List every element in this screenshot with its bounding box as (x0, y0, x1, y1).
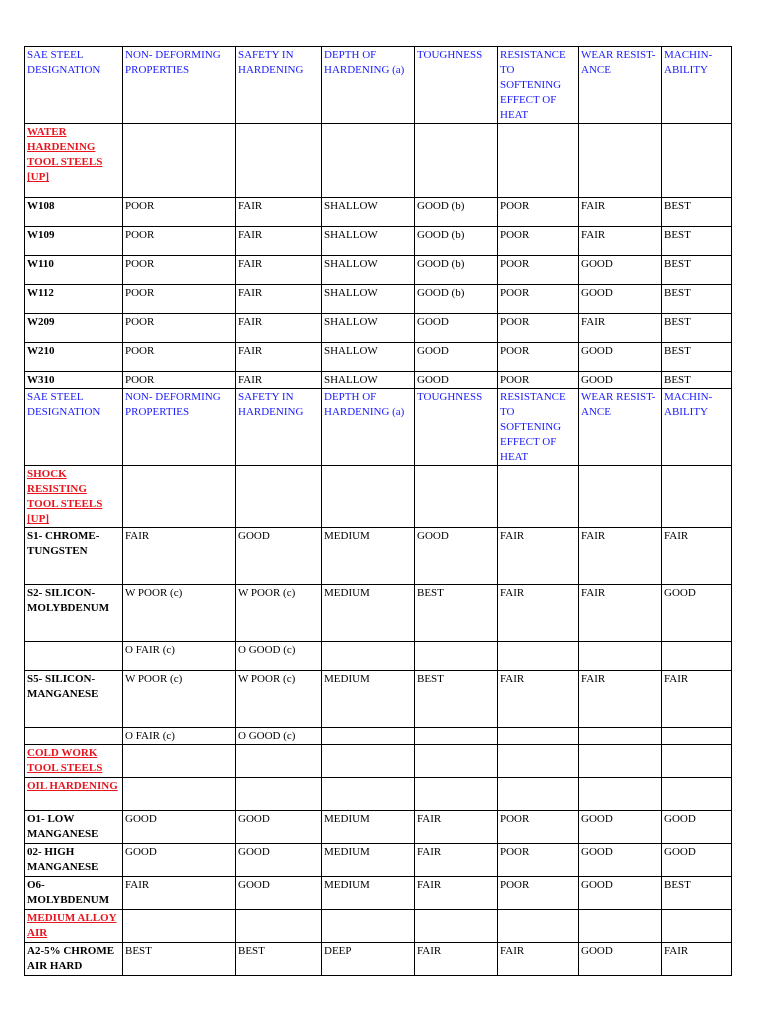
cell-depth-of-hardening: MEDIUM (322, 585, 415, 642)
cell-toughness: FAIR (415, 844, 498, 877)
header-safety-in-hardening: SAFETY IN HARDENING (236, 389, 322, 466)
cell-safety-in-hardening: FAIR (236, 343, 322, 372)
cell-depth-of-hardening: SHALLOW (322, 285, 415, 314)
header-resistance-to-softening: RESISTANCE TO SOFTENING EFFECT OF HEAT (498, 389, 579, 466)
cell-resistance-to-softening (498, 642, 579, 671)
cell-designation: W112 (25, 285, 123, 314)
cell-machinability: GOOD (662, 811, 732, 844)
empty-cell (579, 466, 662, 528)
empty-cell (123, 910, 236, 943)
empty-cell (498, 910, 579, 943)
cell-non-deforming: POOR (123, 372, 236, 389)
empty-cell (322, 745, 415, 778)
cell-machinability: BEST (662, 343, 732, 372)
cell-non-deforming: GOOD (123, 844, 236, 877)
table-row-o6 (25, 877, 732, 910)
cell-toughness: GOOD (415, 372, 498, 389)
empty-cell (415, 745, 498, 778)
cell-non-deforming: O FAIR (c) (123, 728, 236, 745)
cell-toughness (415, 728, 498, 745)
empty-cell (322, 910, 415, 943)
table-row-w108 (25, 198, 732, 227)
cell-wear-resistance: GOOD (579, 877, 662, 910)
cell-designation (25, 728, 123, 745)
cell-depth-of-hardening (322, 728, 415, 745)
cell-designation: W110 (25, 256, 123, 285)
empty-cell (498, 778, 579, 811)
header-depth-of-hardening: DEPTH OF HARDENING (a) (322, 389, 415, 466)
cell-toughness: FAIR (415, 877, 498, 910)
cell-designation: A2-5% CHROME AIR HARD (25, 943, 123, 976)
cell-resistance-to-softening: FAIR (498, 585, 579, 642)
cell-safety-in-hardening: W POOR (c) (236, 585, 322, 642)
empty-cell (579, 778, 662, 811)
empty-cell (662, 778, 732, 811)
cell-non-deforming: POOR (123, 198, 236, 227)
cell-non-deforming: O FAIR (c) (123, 642, 236, 671)
cell-wear-resistance: GOOD (579, 343, 662, 372)
header-machinability: MACHIN- ABILITY (662, 47, 732, 124)
cell-safety-in-hardening: W POOR (c) (236, 671, 322, 728)
empty-cell (662, 745, 732, 778)
cell-wear-resistance: GOOD (579, 811, 662, 844)
cell-machinability: FAIR (662, 671, 732, 728)
cell-wear-resistance: FAIR (579, 585, 662, 642)
cell-toughness: GOOD (b) (415, 256, 498, 285)
cell-wear-resistance: FAIR (579, 198, 662, 227)
table-row-w110 (25, 256, 732, 285)
section-row-shock (25, 466, 732, 528)
empty-cell (579, 745, 662, 778)
cell-toughness: FAIR (415, 943, 498, 976)
cell-resistance-to-softening: POOR (498, 372, 579, 389)
cell-designation: O1- LOW MANGANESE (25, 811, 123, 844)
empty-cell (123, 745, 236, 778)
header-depth-of-hardening: DEPTH OF HARDENING (a) (322, 47, 415, 124)
cell-depth-of-hardening: MEDIUM (322, 877, 415, 910)
cell-toughness: FAIR (415, 811, 498, 844)
cell-resistance-to-softening: POOR (498, 343, 579, 372)
table-row-w209 (25, 314, 732, 343)
cell-resistance-to-softening: POOR (498, 256, 579, 285)
table-row-w310 (25, 372, 732, 389)
cell-designation: S2- SILICON- MOLYBDENUM (25, 585, 123, 642)
cell-resistance-to-softening: POOR (498, 877, 579, 910)
cell-designation: W210 (25, 343, 123, 372)
cell-non-deforming: BEST (123, 943, 236, 976)
section-title-cold: COLD WORK TOOL STEELS (25, 745, 123, 778)
cell-resistance-to-softening: POOR (498, 314, 579, 343)
cell-wear-resistance (579, 642, 662, 671)
empty-cell (498, 745, 579, 778)
header-toughness: TOUGHNESS (415, 389, 498, 466)
cell-safety-in-hardening: FAIR (236, 227, 322, 256)
cell-depth-of-hardening (322, 642, 415, 671)
cell-wear-resistance: GOOD (579, 844, 662, 877)
cell-safety-in-hardening: BEST (236, 943, 322, 976)
cell-toughness: GOOD (b) (415, 227, 498, 256)
cell-machinability: BEST (662, 372, 732, 389)
empty-cell (662, 466, 732, 528)
cell-machinability (662, 728, 732, 745)
cell-machinability (662, 642, 732, 671)
cell-depth-of-hardening: MEDIUM (322, 844, 415, 877)
empty-cell (236, 778, 322, 811)
cell-resistance-to-softening: FAIR (498, 528, 579, 585)
section-title-medium: MEDIUM ALLOY AIR (25, 910, 123, 943)
cell-safety-in-hardening: O GOOD (c) (236, 642, 322, 671)
cell-resistance-to-softening: POOR (498, 285, 579, 314)
cell-toughness (415, 642, 498, 671)
cell-non-deforming: POOR (123, 227, 236, 256)
cell-resistance-to-softening: FAIR (498, 671, 579, 728)
cell-wear-resistance: GOOD (579, 372, 662, 389)
cell-wear-resistance: GOOD (579, 256, 662, 285)
cell-resistance-to-softening: POOR (498, 811, 579, 844)
cell-depth-of-hardening: MEDIUM (322, 671, 415, 728)
cell-non-deforming: POOR (123, 314, 236, 343)
header-wear-resistance: WEAR RESIST- ANCE (579, 47, 662, 124)
cell-safety-in-hardening: FAIR (236, 372, 322, 389)
cell-machinability: GOOD (662, 844, 732, 877)
cell-designation: W209 (25, 314, 123, 343)
empty-cell (322, 778, 415, 811)
section-row-oil (25, 778, 732, 811)
cell-machinability: BEST (662, 198, 732, 227)
cell-depth-of-hardening: SHALLOW (322, 227, 415, 256)
empty-cell (662, 910, 732, 943)
cell-depth-of-hardening: MEDIUM (322, 811, 415, 844)
cell-machinability: GOOD (662, 585, 732, 642)
cell-designation: W310 (25, 372, 123, 389)
cell-toughness: GOOD (b) (415, 285, 498, 314)
cell-machinability: FAIR (662, 528, 732, 585)
cell-depth-of-hardening: SHALLOW (322, 314, 415, 343)
cell-safety-in-hardening: FAIR (236, 285, 322, 314)
cell-toughness: BEST (415, 585, 498, 642)
table-row-w109 (25, 227, 732, 256)
cell-machinability: BEST (662, 256, 732, 285)
section-title-shock: SHOCK RESISTING TOOL STEELS [UP] (25, 466, 123, 528)
table-row-a2 (25, 943, 732, 976)
cell-safety-in-hardening: O GOOD (c) (236, 728, 322, 745)
empty-cell (322, 124, 415, 198)
cell-non-deforming: W POOR (c) (123, 671, 236, 728)
empty-cell (236, 745, 322, 778)
empty-cell (662, 124, 732, 198)
empty-cell (415, 778, 498, 811)
cell-designation: S1- CHROME- TUNGSTEN (25, 528, 123, 585)
cell-designation: W109 (25, 227, 123, 256)
header-toughness: TOUGHNESS (415, 47, 498, 124)
cell-wear-resistance: FAIR (579, 528, 662, 585)
empty-cell (236, 910, 322, 943)
cell-wear-resistance: GOOD (579, 943, 662, 976)
cell-machinability: FAIR (662, 943, 732, 976)
cell-toughness: GOOD (415, 528, 498, 585)
cell-depth-of-hardening: SHALLOW (322, 343, 415, 372)
cell-designation: W108 (25, 198, 123, 227)
header-designation: SAE STEEL DESIGNATION (25, 47, 123, 124)
cell-wear-resistance: GOOD (579, 285, 662, 314)
cell-safety-in-hardening: FAIR (236, 198, 322, 227)
cell-safety-in-hardening: FAIR (236, 314, 322, 343)
table-row-s2 (25, 585, 732, 642)
cell-depth-of-hardening: SHALLOW (322, 198, 415, 227)
empty-cell (498, 466, 579, 528)
empty-cell (123, 778, 236, 811)
section-row-water (25, 124, 732, 198)
empty-cell (123, 124, 236, 198)
empty-cell (123, 466, 236, 528)
cell-depth-of-hardening: SHALLOW (322, 256, 415, 285)
header-machinability: MACHIN- ABILITY (662, 389, 732, 466)
cell-toughness: BEST (415, 671, 498, 728)
empty-cell (498, 124, 579, 198)
empty-cell (579, 124, 662, 198)
empty-cell (415, 466, 498, 528)
cell-resistance-to-softening: POOR (498, 844, 579, 877)
cell-safety-in-hardening: GOOD (236, 844, 322, 877)
cell-machinability: BEST (662, 227, 732, 256)
header-resistance-to-softening: RESISTANCE TO SOFTENING EFFECT OF HEAT (498, 47, 579, 124)
cell-depth-of-hardening: MEDIUM (322, 528, 415, 585)
empty-cell (236, 466, 322, 528)
cell-machinability: BEST (662, 877, 732, 910)
table-row-o1 (25, 811, 732, 844)
table-row-o2 (25, 844, 732, 877)
empty-cell (236, 124, 322, 198)
header-wear-resistance: WEAR RESIST- ANCE (579, 389, 662, 466)
cell-wear-resistance: FAIR (579, 671, 662, 728)
header-row (25, 47, 732, 124)
section-title-oil: OIL HARDENING (25, 778, 123, 811)
cell-safety-in-hardening: FAIR (236, 256, 322, 285)
cell-non-deforming: FAIR (123, 528, 236, 585)
cell-toughness: GOOD (415, 314, 498, 343)
header-safety-in-hardening: SAFETY IN HARDENING (236, 47, 322, 124)
cell-resistance-to-softening (498, 728, 579, 745)
table-row-w210 (25, 343, 732, 372)
table-row-w112 (25, 285, 732, 314)
cell-safety-in-hardening: GOOD (236, 528, 322, 585)
cell-non-deforming: POOR (123, 285, 236, 314)
cell-non-deforming: GOOD (123, 811, 236, 844)
cell-non-deforming: POOR (123, 256, 236, 285)
cell-wear-resistance (579, 728, 662, 745)
cell-non-deforming: POOR (123, 343, 236, 372)
cell-machinability: BEST (662, 314, 732, 343)
tool-steel-properties-table (24, 46, 732, 976)
empty-cell (415, 124, 498, 198)
cell-safety-in-hardening: GOOD (236, 877, 322, 910)
table-row-s5b (25, 728, 732, 745)
cell-designation (25, 642, 123, 671)
cell-toughness: GOOD (b) (415, 198, 498, 227)
empty-cell (415, 910, 498, 943)
cell-safety-in-hardening: GOOD (236, 811, 322, 844)
cell-depth-of-hardening: DEEP (322, 943, 415, 976)
header-non-deforming: NON- DEFORMING PROPERTIES (123, 389, 236, 466)
cell-designation: 02- HIGH MANGANESE (25, 844, 123, 877)
cell-wear-resistance: FAIR (579, 314, 662, 343)
section-title-water: WATER HARDENING TOOL STEELS [UP] (25, 124, 123, 198)
cell-resistance-to-softening: POOR (498, 227, 579, 256)
cell-non-deforming: W POOR (c) (123, 585, 236, 642)
cell-depth-of-hardening: SHALLOW (322, 372, 415, 389)
table-row-s5 (25, 671, 732, 728)
empty-cell (322, 466, 415, 528)
section-row-medium (25, 910, 732, 943)
cell-resistance-to-softening: POOR (498, 198, 579, 227)
section-row-cold (25, 745, 732, 778)
cell-wear-resistance: FAIR (579, 227, 662, 256)
cell-non-deforming: FAIR (123, 877, 236, 910)
empty-cell (579, 910, 662, 943)
header-non-deforming: NON- DEFORMING PROPERTIES (123, 47, 236, 124)
table-row-s1 (25, 528, 732, 585)
header-row (25, 389, 732, 466)
header-designation: SAE STEEL DESIGNATION (25, 389, 123, 466)
cell-resistance-to-softening: FAIR (498, 943, 579, 976)
cell-designation: O6- MOLYBDENUM (25, 877, 123, 910)
cell-designation: S5- SILICON- MANGANESE (25, 671, 123, 728)
table-row-s2b (25, 642, 732, 671)
cell-toughness: GOOD (415, 343, 498, 372)
cell-machinability: BEST (662, 285, 732, 314)
